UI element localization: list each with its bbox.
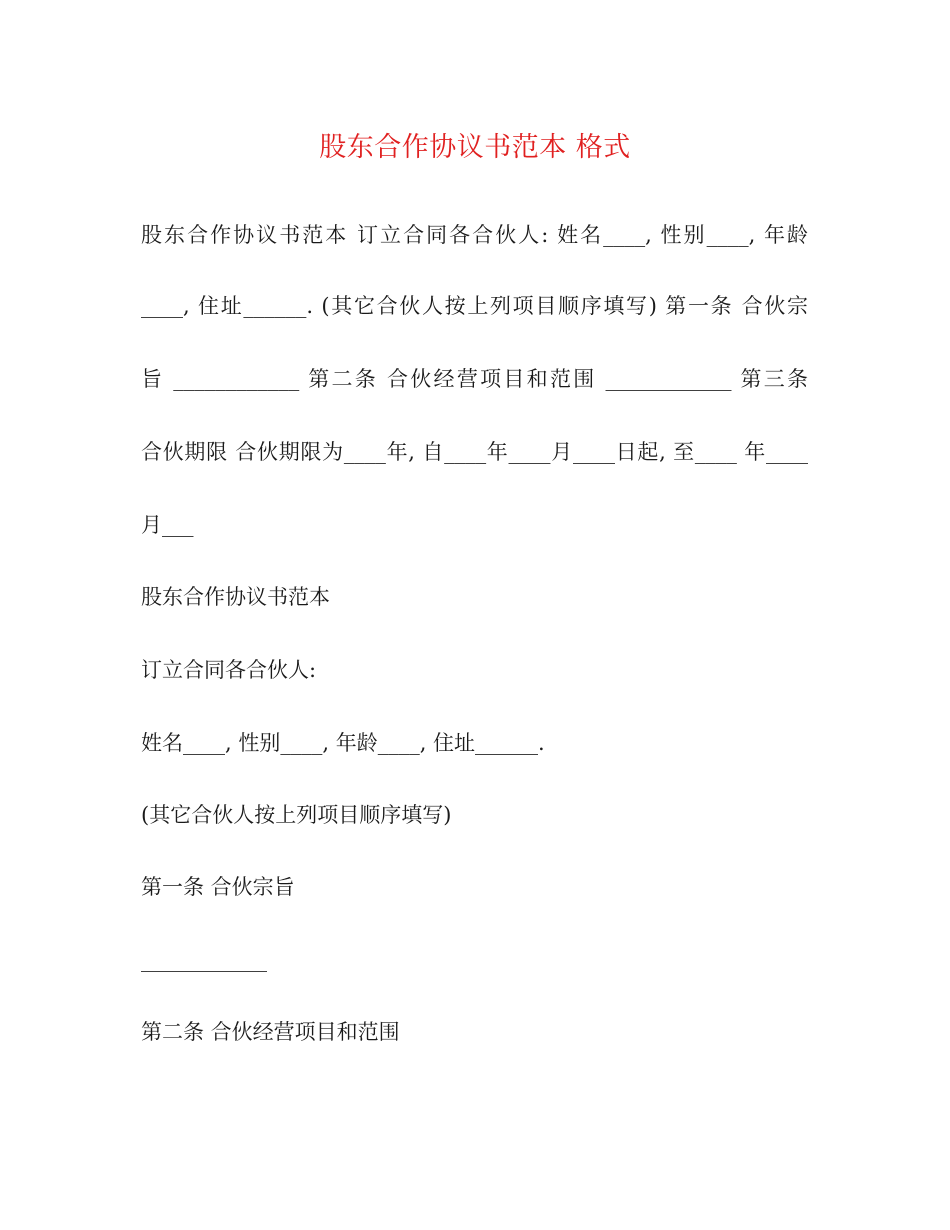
paragraph-line: 合伙期限 合伙期限为____年, 自____年____月____日起, 至____ 年____ <box>141 440 808 464</box>
blank-line: ____________ <box>141 948 267 972</box>
section-heading: 股东合作协议书范本 <box>141 585 330 609</box>
paragraph-line: 股东合作协议书范本 订立合同各合伙人: 姓名____, 性别____, 年龄 <box>141 223 808 247</box>
paragraph-line: 旨 ____________ 第二条 合伙经营项目和范围 ____________ 第三条 <box>141 367 808 391</box>
paragraph-line: 月___ <box>141 513 194 537</box>
paragraph-line: 订立合同各合伙人: <box>141 658 317 682</box>
paragraph-line: ____, 住址______. (其它合伙人按上列项目顺序填写) 第一条 合伙宗 <box>141 294 808 318</box>
document-title: 股东合作协议书范本 格式 <box>319 132 631 163</box>
article-heading: 第二条 合伙经营项目和范围 <box>141 1020 400 1044</box>
article-heading: 第一条 合伙宗旨 <box>141 875 295 899</box>
paragraph-line: 姓名____, 性别____, 年龄____, 住址______. <box>141 731 545 755</box>
paragraph-line: (其它合伙人按上列项目顺序填写) <box>141 803 452 827</box>
